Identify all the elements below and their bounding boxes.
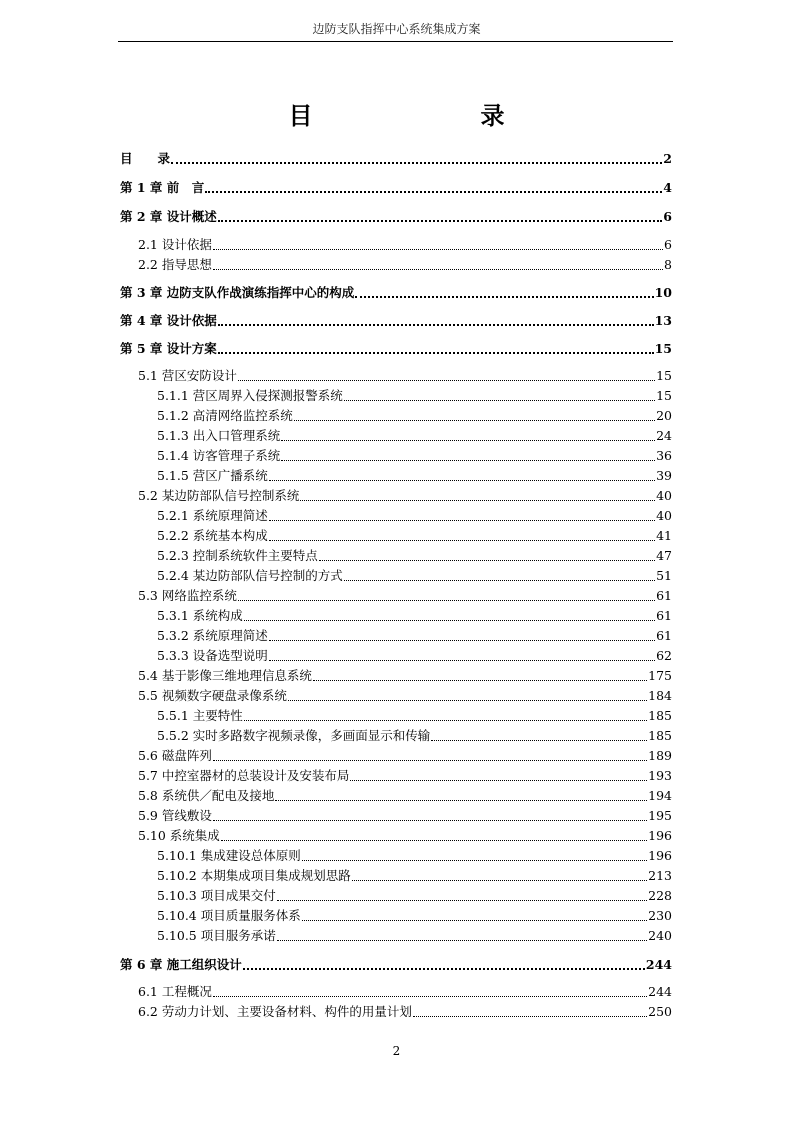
dot-leader (277, 900, 647, 901)
toc-entry-label: 5.2.4 某边防部队信号控制的方式 (157, 568, 343, 583)
toc-entry[interactable] (157, 387, 672, 405)
toc-entry-label: 5.10.2 本期集成项目集成规划思路 (157, 868, 351, 883)
toc-entry-page: 8 (664, 257, 672, 272)
toc-entry[interactable] (138, 687, 672, 705)
toc-entry[interactable] (157, 507, 672, 525)
toc-entry-label: 5.2.2 系统基本构成 (157, 528, 268, 543)
toc-entry-label: 5.7 中控室器材的总装设计及安装布局 (138, 768, 350, 783)
toc-entry-label: 5.3.2 系统原理简述 (157, 628, 268, 643)
dot-leader (350, 780, 647, 781)
dot-leader (213, 760, 647, 761)
dot-leader (269, 640, 655, 641)
dot-leader (300, 500, 655, 501)
toc-entry[interactable] (157, 427, 672, 445)
dot-leader (218, 324, 654, 326)
dot-leader (244, 620, 655, 621)
dot-leader (288, 700, 647, 701)
toc-entry-label: 2.2 指导思想 (138, 257, 212, 272)
toc-entry-page: 61 (656, 588, 672, 603)
toc-entry[interactable] (157, 927, 672, 945)
toc-entry[interactable] (157, 907, 672, 925)
dot-leader (171, 162, 662, 164)
toc-entry-page: 40 (656, 508, 672, 523)
toc-entry-label: 5.6 磁盘阵列 (138, 748, 212, 763)
toc-entry-page: 244 (645, 957, 672, 972)
dot-leader (205, 191, 662, 193)
dot-leader (221, 840, 647, 841)
toc-entry-page: 15 (656, 368, 672, 383)
toc-entry-page: 194 (648, 788, 672, 803)
dot-leader (319, 560, 655, 561)
toc-entry-page: 61 (656, 608, 672, 623)
toc-entry-page: 15 (656, 388, 672, 403)
toc-entry-label: 5.3 网络监控系统 (138, 588, 237, 603)
toc-entry[interactable] (120, 956, 672, 974)
toc-entry-label: 5.3.3 设备选型说明 (157, 648, 268, 663)
toc-entry-label: 第 6 章 施工组织设计 (120, 957, 242, 972)
dot-leader (269, 660, 655, 661)
toc-entry[interactable] (138, 236, 672, 254)
toc-entry[interactable] (138, 487, 672, 505)
dot-leader (213, 249, 663, 250)
toc-entry-label: 5.1.5 营区广播系统 (157, 468, 268, 483)
dot-leader (213, 269, 663, 270)
toc-entry-page: 250 (648, 1004, 672, 1019)
toc-entry-page: 36 (656, 448, 672, 463)
dot-leader (244, 720, 647, 721)
toc-entry-label: 5.1.3 出入口管理系统 (157, 428, 281, 443)
toc-entry-label: 5.2 某边防部队信号控制系统 (138, 488, 300, 503)
dot-leader (302, 860, 647, 861)
toc-entry[interactable] (138, 587, 672, 605)
toc-entry[interactable] (138, 367, 672, 385)
toc-entry-label: 5.4 基于影像三维地理信息系统 (138, 668, 312, 683)
toc-entry-label: 5.5.2 实时多路数字视频录像，多画面显示和传输 (157, 728, 431, 743)
toc-entry[interactable] (138, 767, 672, 785)
toc-entry-label: 5.9 管线敷设 (138, 808, 212, 823)
toc-entry-page: 6 (663, 209, 672, 224)
dot-leader (269, 520, 655, 521)
toc-entry-page: 61 (656, 628, 672, 643)
toc-entry-page: 40 (656, 488, 672, 503)
toc-entry[interactable] (157, 467, 672, 485)
dot-leader (269, 540, 655, 541)
toc-entry-label: 5.1.2 高清网络监控系统 (157, 408, 293, 423)
dot-leader (355, 296, 653, 298)
toc-entry-label: 5.10 系统集成 (138, 828, 220, 843)
dot-leader (277, 940, 647, 941)
toc-entry-page: 13 (654, 313, 672, 328)
dot-leader (281, 460, 655, 461)
toc-entry-page: 62 (656, 648, 672, 663)
toc-entry-label: 第 5 章 设计方案 (120, 341, 217, 356)
dot-leader (352, 880, 647, 881)
toc-entry-page: 6 (664, 237, 672, 252)
toc-entry-label: 第 3 章 边防支队作战演练指挥中心的构成 (120, 285, 355, 300)
toc-entry[interactable] (120, 208, 672, 226)
toc-entry[interactable] (157, 567, 672, 585)
toc-entry-label: 5.10.5 项目服务承诺 (157, 928, 276, 943)
dot-leader (302, 920, 647, 921)
toc-entry-page: 175 (648, 668, 672, 683)
dot-leader (413, 1016, 647, 1017)
toc-entry[interactable] (138, 747, 672, 765)
toc-entry-page: 228 (648, 888, 672, 903)
toc-entry-label: 目 录 (120, 151, 171, 166)
running-header: 边防支队指挥中心系统集成方案 (312, 22, 481, 36)
toc-entry[interactable] (157, 727, 672, 745)
toc-entry-page: 189 (648, 748, 672, 763)
dot-leader (238, 380, 655, 381)
toc-entry[interactable] (138, 827, 672, 845)
dot-leader (243, 968, 645, 970)
toc-entry[interactable] (157, 607, 672, 625)
toc-entry[interactable] (120, 312, 672, 330)
toc-entry-label: 5.2.3 控制系统软件主要特点 (157, 548, 318, 563)
toc-entry[interactable] (120, 340, 672, 358)
dot-leader (344, 580, 655, 581)
dot-leader (218, 220, 663, 222)
toc-entry-page: 240 (648, 928, 672, 943)
toc-entry-page: 184 (648, 688, 672, 703)
toc-entry-page: 24 (656, 428, 672, 443)
toc-entry-label: 5.3.1 系统构成 (157, 608, 243, 623)
toc-entry[interactable] (120, 179, 672, 197)
toc-entry-page: 196 (648, 848, 672, 863)
dot-leader (269, 480, 655, 481)
toc-entry-page: 41 (656, 528, 672, 543)
toc-entry-label: 2.1 设计依据 (138, 237, 212, 252)
dot-leader (431, 740, 647, 741)
toc-entry-label: 第 1 章 前 言 (120, 180, 205, 195)
toc-entry-label: 5.10.3 项目成果交付 (157, 888, 276, 903)
toc-entry-page: 10 (654, 285, 672, 300)
toc-title: 目 录 (288, 101, 545, 130)
toc-entry-label: 6.1 工程概况 (138, 984, 212, 999)
toc-entry[interactable] (157, 547, 672, 565)
toc-entry-label: 5.1.1 营区周界入侵探测报警系统 (157, 388, 343, 403)
toc-entry-page: 47 (656, 548, 672, 563)
dot-leader (213, 820, 647, 821)
page-number: 2 (392, 1044, 401, 1058)
toc-entry[interactable] (138, 787, 672, 805)
dot-leader (213, 996, 647, 997)
toc-entry[interactable] (157, 447, 672, 465)
toc-entry-page: 15 (654, 341, 672, 356)
toc-entry-page: 213 (648, 868, 672, 883)
toc-entry-page: 51 (656, 568, 672, 583)
toc-entry-label: 5.5.1 主要特性 (157, 708, 243, 723)
toc-entry-page: 2 (663, 151, 672, 166)
toc-entry-page: 4 (663, 180, 672, 195)
toc-entry[interactable] (120, 150, 672, 168)
toc-entry-page: 185 (648, 708, 672, 723)
dot-leader (238, 600, 655, 601)
toc-entry-page: 244 (648, 984, 672, 999)
toc-entry-page: 185 (648, 728, 672, 743)
toc-entry-label: 第 4 章 设计依据 (120, 313, 217, 328)
toc-entry[interactable] (138, 667, 672, 685)
toc-entry-label: 5.8 系统供／配电及接地 (138, 788, 275, 803)
toc-entry[interactable] (138, 256, 672, 274)
toc-entry[interactable] (138, 807, 672, 825)
toc-entry[interactable] (138, 983, 672, 1001)
toc-entry[interactable] (138, 1003, 672, 1021)
toc-entry-label: 6.2 劳动力计划、主要设备材料、构件的用量计划 (138, 1004, 412, 1019)
toc-entry-page: 196 (648, 828, 672, 843)
toc-entry[interactable] (157, 887, 672, 905)
dot-leader (281, 440, 655, 441)
dot-leader (344, 400, 655, 401)
dot-leader (294, 420, 655, 421)
toc-entry-label: 5.2.1 系统原理简述 (157, 508, 268, 523)
toc-entry-page: 39 (656, 468, 672, 483)
dot-leader (218, 352, 654, 354)
dot-leader (275, 800, 647, 801)
toc-entry-label: 第 2 章 设计概述 (120, 209, 217, 224)
toc-entry[interactable] (157, 527, 672, 545)
toc-entry[interactable] (157, 847, 672, 865)
toc-entry-label: 5.10.4 项目质量服务体系 (157, 908, 301, 923)
toc-entry[interactable] (157, 647, 672, 665)
toc-entry-page: 193 (648, 768, 672, 783)
toc-entry[interactable] (157, 407, 672, 425)
toc-entry-page: 230 (648, 908, 672, 923)
toc-entry[interactable] (157, 707, 672, 725)
toc-entry[interactable] (120, 284, 672, 302)
toc-entry-label: 5.5 视频数字硬盘录像系统 (138, 688, 287, 703)
toc-entry-page: 20 (656, 408, 672, 423)
toc-entry-label: 5.1.4 访客管理子系统 (157, 448, 281, 463)
toc-entry-label: 5.1 营区安防设计 (138, 368, 237, 383)
toc-entry-page: 195 (648, 808, 672, 823)
dot-leader (313, 680, 647, 681)
toc-entry[interactable] (157, 867, 672, 885)
toc-entry-label: 5.10.1 集成建设总体原则 (157, 848, 301, 863)
toc-entry[interactable] (157, 627, 672, 645)
